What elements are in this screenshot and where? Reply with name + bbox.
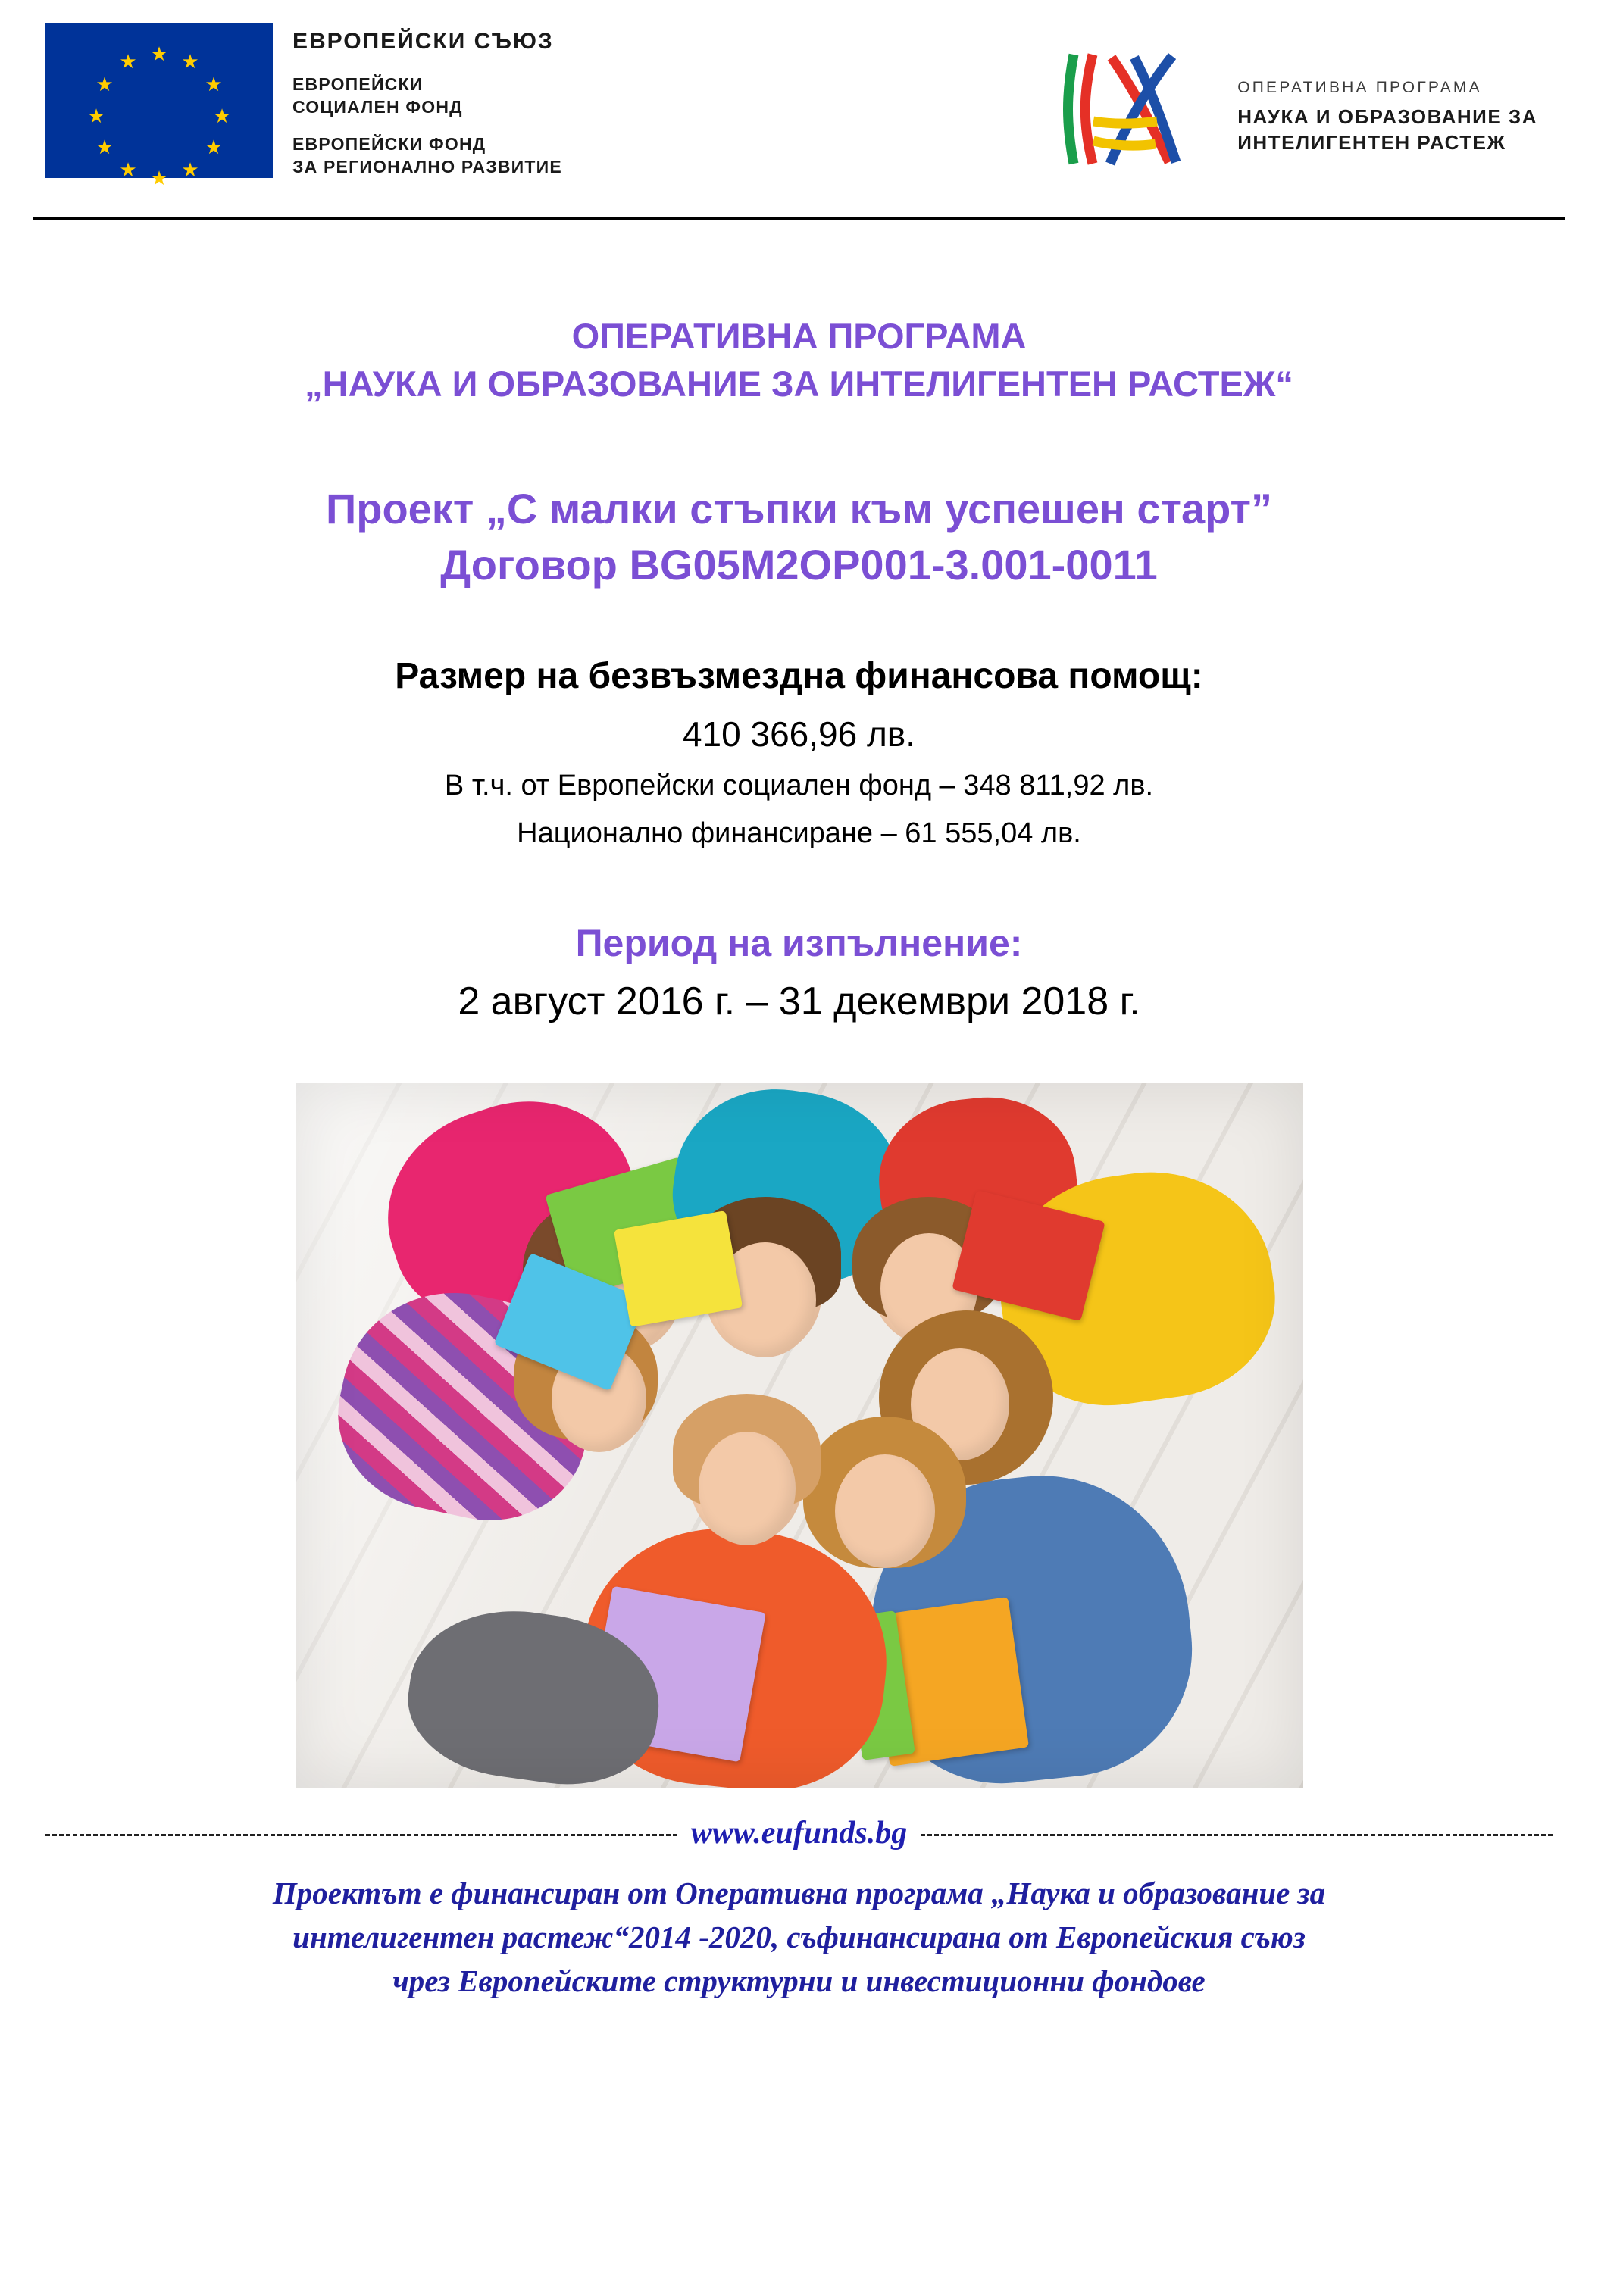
program-heading [61, 312, 1537, 408]
eu-flag-icon: ★ ★ ★ ★ ★ ★ ★ ★ ★ ★ ★ ★ [45, 23, 273, 178]
eu-regional-fund-line1: ЕВРОПЕЙСКИ ФОНД [292, 133, 486, 154]
funding-disclaimer [0, 1871, 1598, 2004]
grant-amount-label: Размер на безвъзмездна финансова помощ: [395, 655, 1203, 696]
op-logo-caption [1237, 48, 1537, 156]
document-body [0, 312, 1598, 1788]
children-photo [296, 1083, 1303, 1788]
eu-social-fund-caption [292, 73, 562, 119]
funding-disclaimer-line3: чрез Европейските структурни и инвестиционни фондове [392, 1963, 1206, 1999]
eu-social-fund-line1: ЕВРОПЕЙСКИ [292, 74, 424, 94]
op-logo-name-line1: НАУКА И ОБРАЗОВАНИЕ ЗА [1237, 105, 1537, 128]
program-heading-line2: „НАУКА И ОБРАЗОВАНИЕ ЗА ИНТЕЛИГЕНТЕН РАСТЕЖ“ [305, 364, 1293, 405]
project-name: Проект „С малки стъпки към успешен старт” [326, 484, 1272, 533]
op-logo-block [1021, 23, 1553, 170]
funding-disclaimer-line2: интелигентен растеж“2014 -2020, съфинансирана от Европейския съюз [292, 1919, 1306, 1954]
eu-social-fund-line2: СОЦИАЛЕН ФОНД [292, 97, 463, 117]
footer-url-row [0, 1815, 1598, 1851]
op-logo-name-line2: ИНТЕЛИГЕНТЕН РАСТЕЖ [1237, 130, 1506, 154]
footer-dashes-left [45, 1834, 677, 1836]
grant-esf-share: В т.ч. от Европейски социален фонд – 348 811,92 лв. [444, 769, 1154, 801]
grant-amount-value: 410 366,96 лв. [682, 714, 916, 754]
header-divider [33, 217, 1565, 220]
eu-emblem-caption [292, 23, 562, 192]
eu-union-title: ЕВРОПЕЙСКИ СЪЮЗ [292, 29, 554, 54]
document-header [0, 0, 1598, 220]
funding-disclaimer-line1: Проектът е финансиран от Оперативна програма „Наука и образование за [272, 1875, 1326, 1910]
grant-national-share: Национално финансиране – 61 555,04 лв. [517, 817, 1081, 849]
footer-dashes-right [921, 1834, 1553, 1836]
period-label: Период на изпълнение: [575, 921, 1023, 964]
project-contract-number: Договор BG05M2OP001-3.001-0011 [440, 540, 1158, 589]
eufunds-website-link[interactable]: www.eufunds.bg [690, 1815, 908, 1851]
op-logo-small-label: ОПЕРАТИВНА ПРОГРАМА [1237, 79, 1482, 96]
eu-emblem-block [45, 23, 562, 192]
period-value: 2 август 2016 г. – 31 декември 2018 г. [458, 979, 1140, 1023]
eu-regional-fund-caption [292, 133, 562, 179]
program-heading-line1: ОПЕРАТИВНА ПРОГРАМА [571, 316, 1027, 356]
project-title [61, 481, 1537, 593]
document-footer [0, 1815, 1598, 2004]
eu-regional-fund-line2: ЗА РЕГИОНАЛНО РАЗВИТИЕ [292, 157, 562, 177]
op-science-education-logo-icon [1021, 48, 1225, 170]
